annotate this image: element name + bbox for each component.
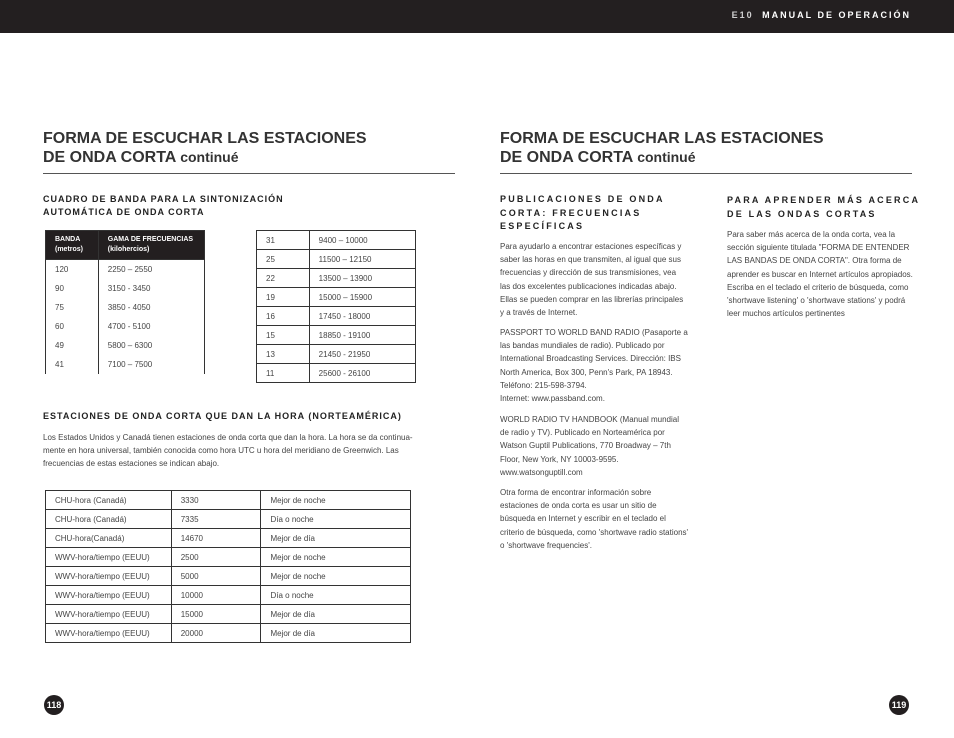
table-cell: 3850 - 4050 bbox=[98, 298, 204, 317]
band-table-row bbox=[257, 345, 416, 364]
publications-paragraph-3: WORLD RADIO TV HANDBOOK (Manual mundial de radio y TV). Publicado en Norteamérica por Watson Guptil Publications, 770 Broadway – 7th Floor, New York, NY 10003-9595. www.watsonguptill.com bbox=[500, 415, 680, 477]
table-cell: CHU-hora(Canadá) bbox=[46, 529, 172, 548]
band-table-row bbox=[46, 336, 205, 355]
table-cell: WWV-hora/tiempo (EEUU) bbox=[46, 605, 172, 624]
table-cell: 16 bbox=[257, 307, 310, 326]
page-number-right: 119 bbox=[889, 695, 909, 715]
publications-paragraph-1: Para ayudarlo a encontrar estaciones específicas y saber las horas en que transmiten, al igual que sus frecuencias y dirección de sus transmisiones, vea las dos excelentes publicaciones indicadas abajo. Ellas se pueden comprar en las librerías principales y a través de Internet. bbox=[500, 242, 684, 318]
band-chart-heading-line2: AUTOMÁTICA DE ONDA CORTA bbox=[43, 207, 205, 217]
table-cell: 21450 - 21950 bbox=[309, 345, 415, 364]
left-title-line1: FORMA DE ESCUCHAR LAS ESTACIONES bbox=[43, 130, 367, 147]
time-station-row bbox=[46, 491, 411, 510]
band-table-row bbox=[257, 269, 416, 288]
table-cell: 2500 bbox=[171, 548, 261, 567]
right-title-continued: continué bbox=[637, 149, 696, 165]
table-cell: 7100 – 7500 bbox=[98, 355, 204, 374]
table-cell: 3150 - 3450 bbox=[98, 279, 204, 298]
table-cell: 7335 bbox=[171, 510, 261, 529]
right-title-line2: DE ONDA CORTA bbox=[500, 149, 633, 166]
band-table-b bbox=[256, 230, 416, 383]
left-title-line2: DE ONDA CORTA bbox=[43, 149, 176, 166]
table-cell: 5800 – 6300 bbox=[98, 336, 204, 355]
table-cell: WWV-hora/tiempo (EEUU) bbox=[46, 624, 172, 643]
band-table-a bbox=[45, 230, 205, 374]
learn-more-heading: PARA APRENDER MÁS ACERCA DE LAS ONDAS CORTAS bbox=[727, 195, 921, 219]
table-cell: 13 bbox=[257, 345, 310, 364]
brand-label: E10 bbox=[731, 10, 754, 20]
table-cell: CHU-hora (Canadá) bbox=[46, 491, 172, 510]
right-title-line1: FORMA DE ESCUCHAR LAS ESTACIONES bbox=[500, 130, 824, 147]
table-cell: 11 bbox=[257, 364, 310, 383]
band-chart-heading bbox=[43, 193, 284, 219]
table-cell: 25600 - 26100 bbox=[309, 364, 415, 383]
table-cell: 18850 - 19100 bbox=[309, 326, 415, 345]
table-cell: Día o noche bbox=[261, 586, 411, 605]
band-table-row bbox=[257, 250, 416, 269]
page-number-left: 118 bbox=[44, 695, 64, 715]
table-cell: 60 bbox=[46, 317, 99, 336]
time-station-row bbox=[46, 529, 411, 548]
band-column-header: BANDA (metros) bbox=[46, 231, 99, 260]
band-table-row bbox=[46, 355, 205, 374]
band-table-row bbox=[257, 231, 416, 250]
table-cell: 25 bbox=[257, 250, 310, 269]
table-cell: 49 bbox=[46, 336, 99, 355]
table-cell: Mejor de día bbox=[261, 605, 411, 624]
time-station-row bbox=[46, 567, 411, 586]
band-table-header bbox=[46, 231, 205, 260]
band-table-row bbox=[46, 298, 205, 317]
left-page-title bbox=[43, 129, 367, 167]
time-station-row bbox=[46, 548, 411, 567]
table-cell: 10000 bbox=[171, 586, 261, 605]
manual-title-text: MANUAL DE OPERACIÓN bbox=[762, 10, 911, 20]
band-table-row bbox=[257, 307, 416, 326]
right-page-title bbox=[500, 129, 824, 167]
table-cell: Mejor de noche bbox=[261, 548, 411, 567]
time-station-row bbox=[46, 624, 411, 643]
table-cell: 4700 - 5100 bbox=[98, 317, 204, 336]
publications-paragraph-2: PASSPORT TO WORLD BAND RADIO (Pasaporte a las bandas mundiales de radio). Publicado por International Broadcasting Services. Dirección: IBS North America, Box 300, Penn's Park, PA 18943. Teléfono: 215-598-3794. Internet: www.passband.com. bbox=[500, 328, 688, 404]
table-cell: Mejor de noche bbox=[261, 491, 411, 510]
left-title-rule bbox=[43, 173, 455, 174]
table-cell: 90 bbox=[46, 279, 99, 298]
table-cell: Mejor de día bbox=[261, 624, 411, 643]
table-cell: 17450 - 18000 bbox=[309, 307, 415, 326]
publications-paragraph-4: Otra forma de encontrar información sobre estaciones de onda corta es usar un sitio de búsqueda en Internet y escribir en el teclado el criterio de búsqueda, como 'shortwave radio stations' o 'shortwave frequencies'. bbox=[500, 488, 689, 550]
left-title-continued: continué bbox=[180, 149, 239, 165]
table-cell: 2250 – 2550 bbox=[98, 260, 204, 279]
header-bar bbox=[0, 0, 954, 33]
band-table-row bbox=[46, 260, 205, 279]
table-cell: Mejor de día bbox=[261, 529, 411, 548]
table-cell: WWV-hora/tiempo (EEUU) bbox=[46, 567, 172, 586]
table-cell: 5000 bbox=[171, 567, 261, 586]
table-cell: 120 bbox=[46, 260, 99, 279]
band-table-row bbox=[257, 288, 416, 307]
table-cell: WWV-hora/tiempo (EEUU) bbox=[46, 586, 172, 605]
right-title-rule bbox=[500, 173, 912, 174]
table-cell: Día o noche bbox=[261, 510, 411, 529]
table-cell: 11500 – 12150 bbox=[309, 250, 415, 269]
time-stations-table bbox=[45, 490, 411, 643]
time-station-row bbox=[46, 510, 411, 529]
band-table-row bbox=[46, 279, 205, 298]
time-station-row bbox=[46, 605, 411, 624]
table-cell: CHU-hora (Canadá) bbox=[46, 510, 172, 529]
manual-title bbox=[732, 10, 911, 20]
band-table-row bbox=[257, 326, 416, 345]
table-cell: 15 bbox=[257, 326, 310, 345]
time-stations-heading: ESTACIONES DE ONDA CORTA QUE DAN LA HORA (NORTEAMÉRICA) bbox=[43, 411, 402, 421]
table-cell: 31 bbox=[257, 231, 310, 250]
table-cell: 19 bbox=[257, 288, 310, 307]
table-cell: 22 bbox=[257, 269, 310, 288]
table-cell: 13500 – 13900 bbox=[309, 269, 415, 288]
table-cell: 75 bbox=[46, 298, 99, 317]
table-cell: 20000 bbox=[171, 624, 261, 643]
band-table-row bbox=[46, 317, 205, 336]
table-cell: 3330 bbox=[171, 491, 261, 510]
frequency-column-header: GAMA DE FRECUENCIAS (kilohercios) bbox=[98, 231, 204, 260]
table-cell: 14670 bbox=[171, 529, 261, 548]
table-cell: 41 bbox=[46, 355, 99, 374]
band-chart-heading-line1: CUADRO DE BANDA PARA LA SINTONIZACIÓN bbox=[43, 194, 284, 204]
time-station-row bbox=[46, 586, 411, 605]
table-cell: 15000 – 15900 bbox=[309, 288, 415, 307]
publications-heading: PUBLICACIONES DE ONDA CORTA: FRECUENCIAS ESPECÍFICAS bbox=[500, 194, 665, 231]
table-cell: WWV-hora/tiempo (EEUU) bbox=[46, 548, 172, 567]
table-cell: Mejor de noche bbox=[261, 567, 411, 586]
table-cell: 15000 bbox=[171, 605, 261, 624]
table-cell: 9400 – 10000 bbox=[309, 231, 415, 250]
learn-more-paragraph: Para saber más acerca de la onda corta, vea la sección siguiente titulada "FORMA DE ENTENDER LAS BANDAS DE ONDA CORTA". Otra forma de aprender es buscar en Internet artículos apropiados. Escriba en el teclado el criterio de búsqueda, como 'shortwave listening' o 'shortwave stations' y podrá leer muchos artículos pertinentes bbox=[727, 230, 913, 319]
band-table-row bbox=[257, 364, 416, 383]
time-stations-paragraph: Los Estados Unidos y Canadá tienen estaciones de onda corta que dan la hora. La hora se da continua- mente en hora universal, también conocida como hora UTC u hora del meridiano de Greenwich. Las frecuencias de estas estaciones se indican abajo. bbox=[43, 433, 413, 469]
